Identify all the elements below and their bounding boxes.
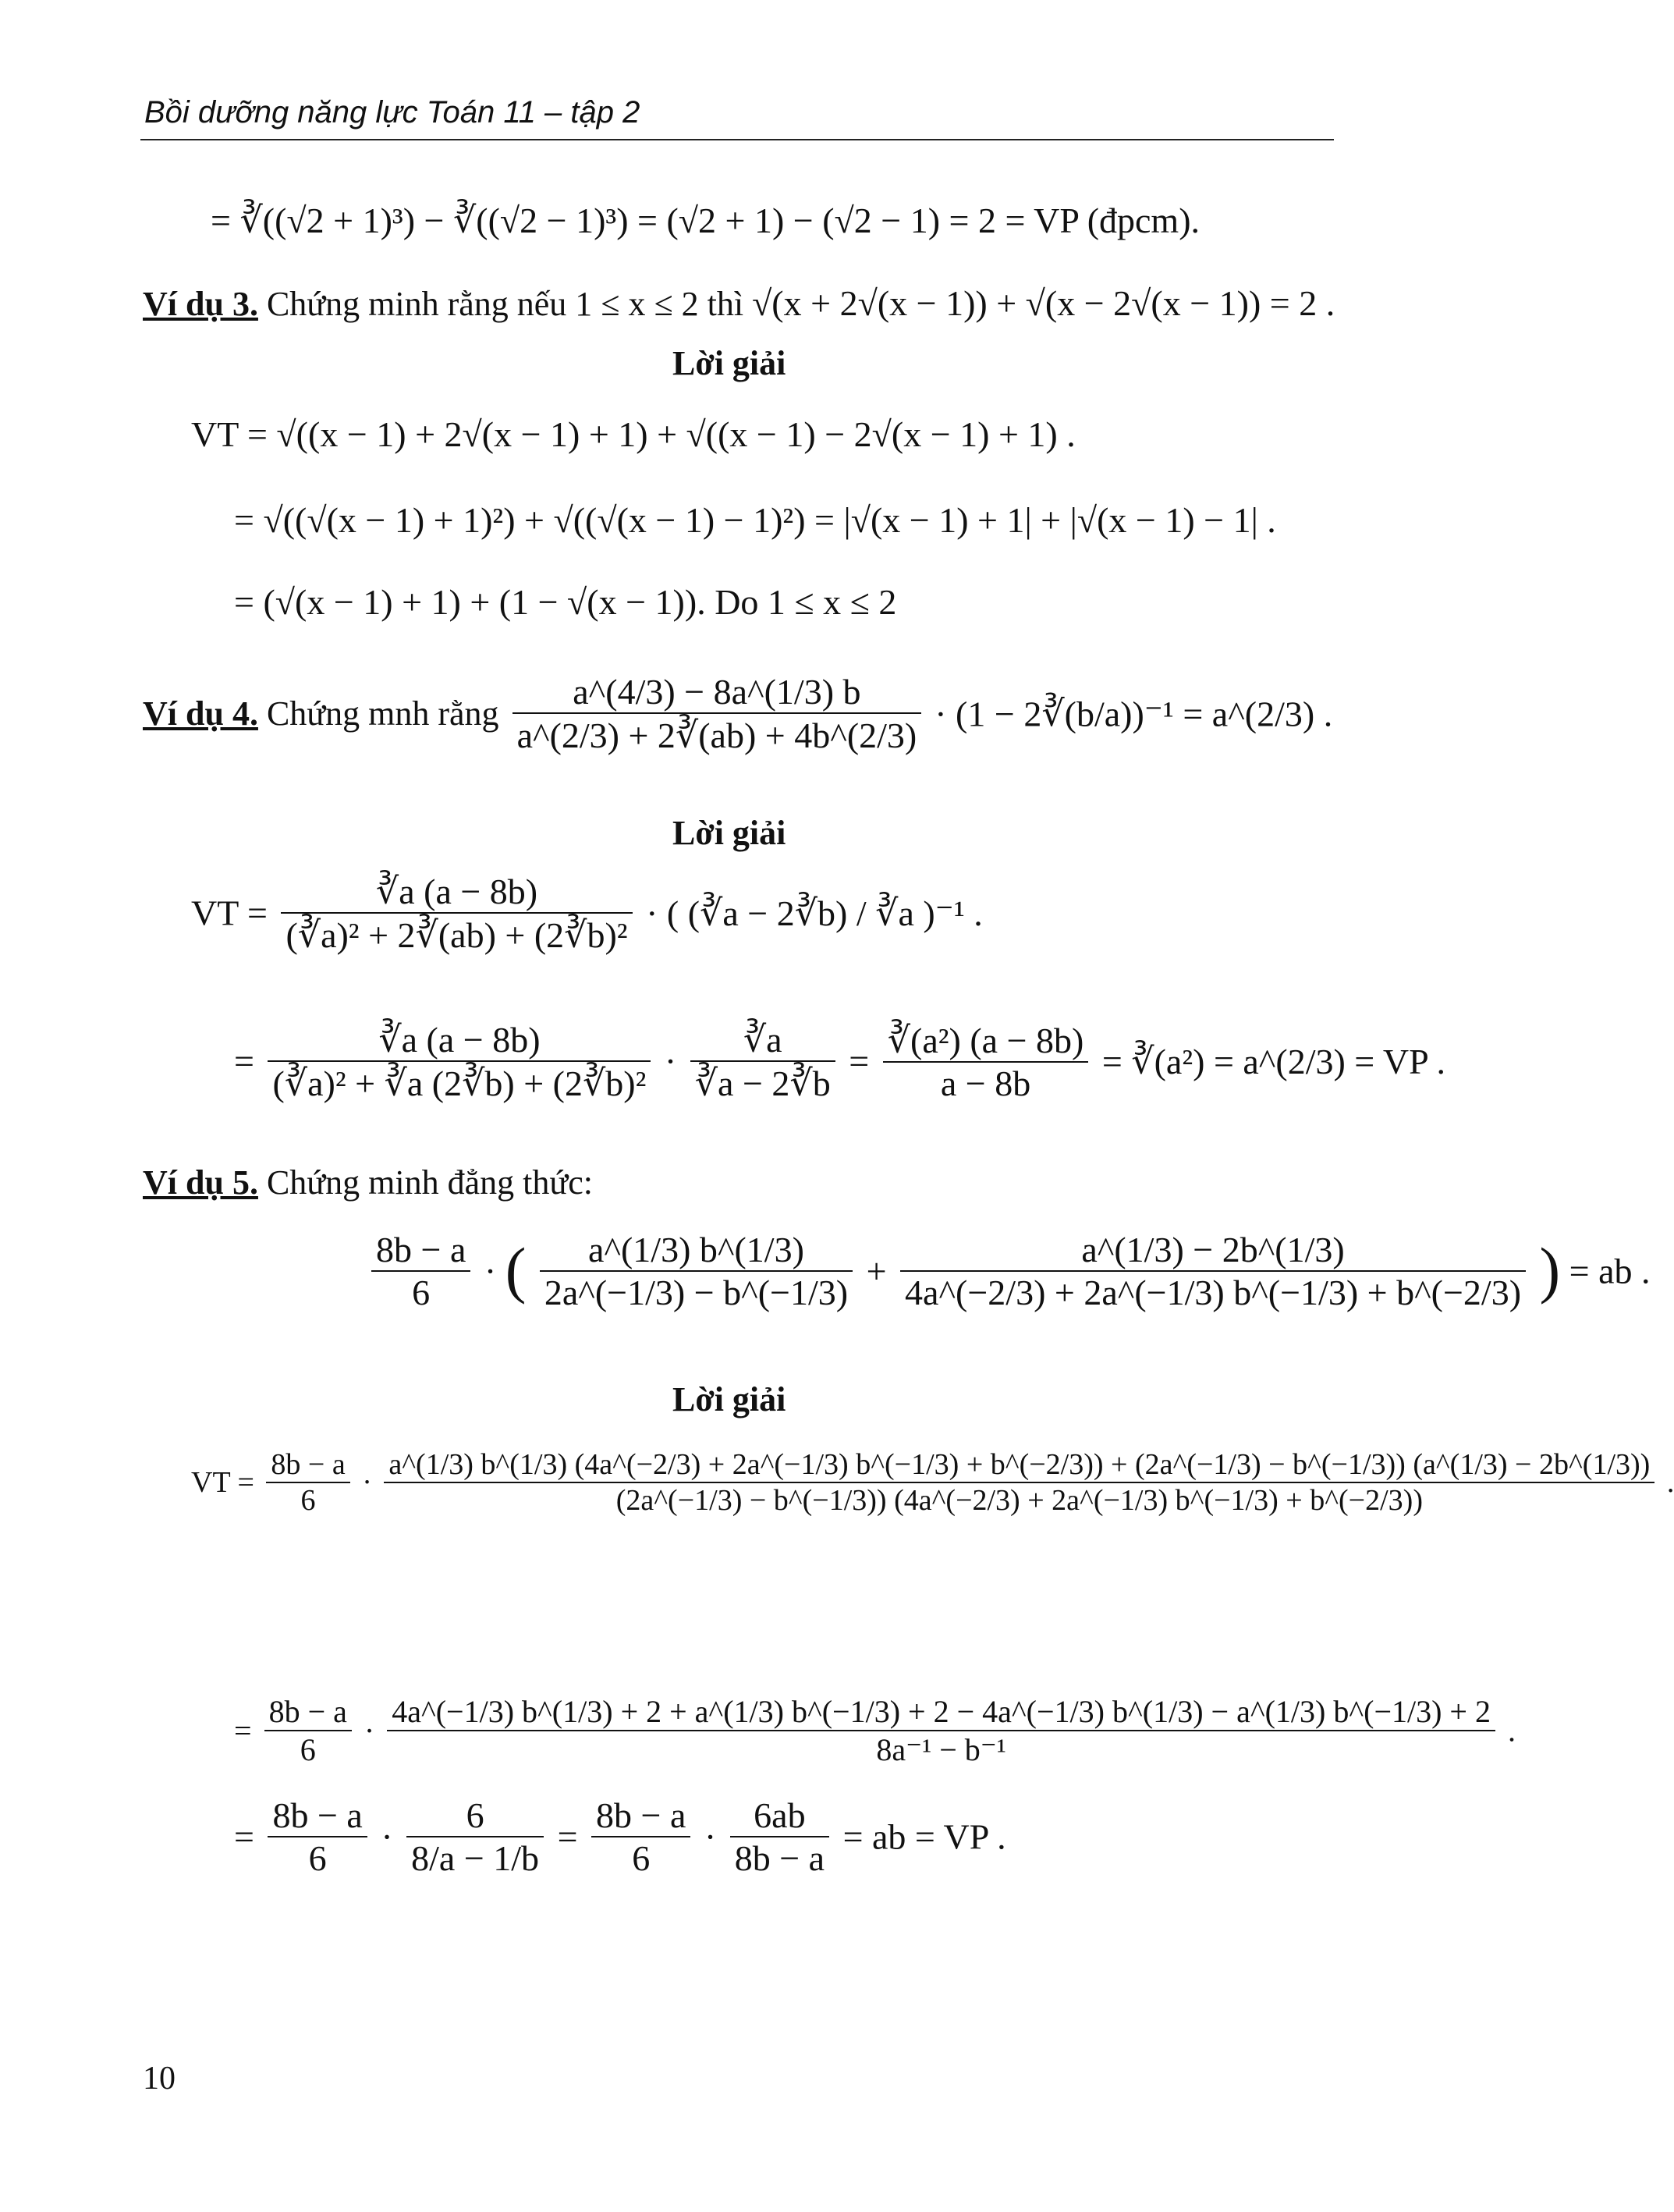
example4-line1-denominator: (∛a)² + 2∛(ab) + (2∛b)² <box>286 915 628 955</box>
example5-sol3-numerator-3: 8b − a <box>591 1795 690 1837</box>
example5-sol2-lead-denominator: 6 <box>300 1732 316 1767</box>
example5-sol2-lead-numerator: 8b − a <box>264 1693 352 1731</box>
example4-line2-fraction-1 <box>268 1018 651 1104</box>
example5-statement-tail: = ab . <box>1569 1251 1651 1291</box>
example3-statement <box>143 282 1335 324</box>
example5-sol2-denominator: 8a⁻¹ − b⁻¹ <box>876 1732 1006 1767</box>
example5-statement-text: Chứng minh đẳng thức: <box>266 1163 593 1202</box>
example3-line-1: VT = √((x − 1) + 2√(x − 1) + 1) + √((x − 1) − 2√(x − 1) + 1) . <box>191 414 1076 454</box>
example5-sol3-tail: = ab = VP . <box>842 1816 1006 1857</box>
example4-line1-fraction <box>281 870 632 956</box>
example3-label: Ví dụ 3. <box>143 285 258 323</box>
example5-solution-heading: Lời giải <box>672 1380 786 1418</box>
example4-solution-line-2: = $\frac{∛a (a - 8b)}{\text{(∛a)² + ∛a (2∛b) + (2∛b)²}}$ · $\frac{∛a}{∛a - 2∛b}$ = $\frac{\text{∛(a²) (a − 8b)}}{a - 8b}$ = ∛(a²) = a^(2/3) = VP . <box>234 1020 1446 1103</box>
example5-sol1-denominator: (2a^(−1/3) − b^(−1/3)) (4a^(−2/3) + 2a^(−1/3) b^(−1/3) + b^(−2/3)) <box>615 1484 1423 1517</box>
example3-statement-math: √(x + 2√(x − 1)) + √(x − 2√(x − 1)) = 2 . <box>752 283 1335 323</box>
example4-solution-heading: Lời giải <box>672 814 786 852</box>
example5-statement <box>143 1163 593 1202</box>
example5-sol2-lead-fraction <box>264 1693 352 1768</box>
example5-label: Ví dụ 5. <box>143 1163 258 1202</box>
example3-solution-heading: Lời giải <box>672 344 786 382</box>
example5-sol2-main-fraction <box>387 1693 1495 1768</box>
example3-line-2: = √((√(x − 1) + 1)²) + √((√(x − 1) − 1)²) = |√(x − 1) + 1| + |√(x − 1) − 1| . <box>234 500 1276 540</box>
example5-fraction-2 <box>900 1229 1526 1313</box>
example5-sol3-denominator-3: 6 <box>632 1838 651 1878</box>
example5-fraction-1-numerator: a^(1/3) b^(1/3) <box>540 1229 853 1272</box>
example4-line2-tail: = ∛(a²) = a^(2/3) = VP . <box>1101 1042 1446 1081</box>
continuation-line: = ∛((√2 + 1)³) − ∛((√2 − 1)³) = (√2 + 1) − (√2 − 1) = 2 = VP (đpcm). <box>211 201 1201 240</box>
example4-statement <box>143 671 1332 756</box>
example5-solution-line-2: = $\frac{8b - a}{6}$ · 4a^(−1/3) b^(1/3) + 2 + a^(1/3) b^(−1/3) + 2 − 4a^(−1/3) b^(1/3) − a^(1/3) b^(−1/3) + 2 8a⁻¹ − b⁻¹ . <box>234 1694 1516 1767</box>
example5-lead-fraction <box>371 1229 470 1313</box>
example3-line-3: = (√(x − 1) + 1) + (1 − √(x − 1)). Do 1 ≤ x ≤ 2 <box>234 582 897 622</box>
example5-fraction-2-numerator: a^(1/3) − 2b^(1/3) <box>900 1229 1526 1272</box>
example4-statement-text: Chứng mnh rằng <box>266 694 499 733</box>
example4-solution-line-1 <box>191 870 983 956</box>
example5-solution-line-1: VT = $\frac{8b - a}{6}$ · a^(1/3) b^(1/3) (4a^(−2/3) + 2a^(−1/3) b^(−1/3) + b^(−2/3)) + (2a^(−1/3) − b^(−1/3)) (a^(1/3) − 2b^(1/3)) (2a^(−1/3) − b^(−1/3)) (4a^(−2/3) + 2a^(−1/3) b^(−1/3) + b^(−2/3)) . <box>191 1448 1674 1517</box>
example5-sol3-fraction-3 <box>591 1795 690 1879</box>
example4-line2-fraction-3 <box>883 1019 1089 1104</box>
example4-line1-numerator: ∛a (a − 8b) <box>281 870 632 914</box>
example5-sol1-numerator: a^(1/3) b^(1/3) (4a^(−2/3) + 2a^(−1/3) b^(−1/3) + b^(−2/3)) + (2a^(−1/3) − b^(−1/3)) (a^(1/3) − 2b^(1/3)) <box>384 1447 1654 1483</box>
example4-statement-fraction <box>512 671 922 756</box>
example4-line2-denominator-2: ∛a − 2∛b <box>694 1063 831 1103</box>
example4-line2-denominator-3: a − 8b <box>940 1063 1031 1103</box>
example4-line2-denominator-1: (∛a)² + ∛a (2∛b) + (2∛b)² <box>272 1063 647 1103</box>
example4-line2-fraction-2 <box>690 1018 835 1104</box>
example3-statement-text: Chứng minh rằng nếu 1 ≤ x ≤ 2 thì <box>266 285 744 323</box>
example4-line1-tail: · ( (∛a − 2∛b) / ∛a )⁻¹ . <box>646 893 983 933</box>
example5-sol1-lead-fraction <box>266 1447 349 1518</box>
example4-line2-numerator-3: ∛(a²) (a − 8b) <box>883 1019 1089 1063</box>
example4-fraction-denominator: a^(2/3) + 2∛(ab) + 4b^(2/3) <box>516 715 917 755</box>
example5-sol1-lead-numerator: 8b − a <box>266 1447 349 1483</box>
example4-statement-tail: · (1 − 2∛(b/a))⁻¹ = a^(2/3) . <box>935 694 1333 734</box>
example5-sol1-main-fraction <box>384 1447 1654 1518</box>
example5-sol2-numerator: 4a^(−1/3) b^(1/3) + 2 + a^(1/3) b^(−1/3) + 2 − 4a^(−1/3) b^(1/3) − a^(1/3) b^(−1/3) + 2 <box>387 1693 1495 1731</box>
example5-sol3-fraction-1 <box>268 1795 367 1879</box>
example5-sol3-fraction-4 <box>730 1795 829 1879</box>
example4-line2-numerator-2: ∛a <box>690 1018 835 1062</box>
example4-line2-numerator-1: ∛a (a − 8b) <box>268 1018 651 1062</box>
example5-sol3-fraction-2 <box>406 1795 544 1879</box>
example5-solution-line-3: = $\frac{8b - a}{6}$ · $\frac{6}{8/a - 1/b}$ = $\frac{8b - a}{6}$ · $\frac{6ab}{8b - a}$ = ab = VP . <box>234 1795 1006 1878</box>
example5-lead-numerator: 8b − a <box>371 1229 470 1272</box>
example5-sol3-numerator-1: 8b − a <box>268 1795 367 1837</box>
example5-sol3-denominator-4: 8b − a <box>734 1838 825 1878</box>
example4-label: Ví dụ 4. <box>143 694 258 733</box>
example5-sol3-numerator-4: 6ab <box>730 1795 829 1837</box>
example5-sol3-numerator-2: 6 <box>406 1795 544 1837</box>
example5-sol3-denominator-2: 8/a − 1/b <box>411 1838 540 1878</box>
example4-fraction-numerator: a^(4/3) − 8a^(1/3) b <box>512 671 922 714</box>
page-number: 10 <box>143 2061 176 2097</box>
example5-fraction-2-denominator: 4a^(−2/3) + 2a^(−1/3) b^(−1/3) + b^(−2/3) <box>905 1273 1522 1312</box>
example5-fraction-1 <box>540 1229 853 1313</box>
running-header: Bồi dưỡng năng lực Toán 11 – tập 2 <box>144 95 640 130</box>
example4-vt-label: VT = <box>191 893 268 933</box>
example5-lead-denominator: 6 <box>412 1273 431 1312</box>
example5-sol3-denominator-1: 6 <box>308 1838 327 1878</box>
example5-fraction-1-denominator: 2a^(−1/3) − b^(−1/3) <box>544 1273 849 1312</box>
example5-sol1-lead-denominator: 6 <box>300 1484 316 1517</box>
example5-statement-equation: $\frac{8b - a}{6}$ · ( $\frac{a\^{}(1/3) b\^{}(1/3)}{2a\^{}(-1/3) - b\^{}(-1/3)}$ + $\frac{a\^{}(1/3) - 2b\^{}(1/3)}{4a\^{}(-2/3) + 2a\^{}(-1/3) b\^{}(-1/3) + b\^{}(-2/3)}$ ) = ab . <box>367 1229 1651 1313</box>
header-rule <box>140 139 1334 140</box>
